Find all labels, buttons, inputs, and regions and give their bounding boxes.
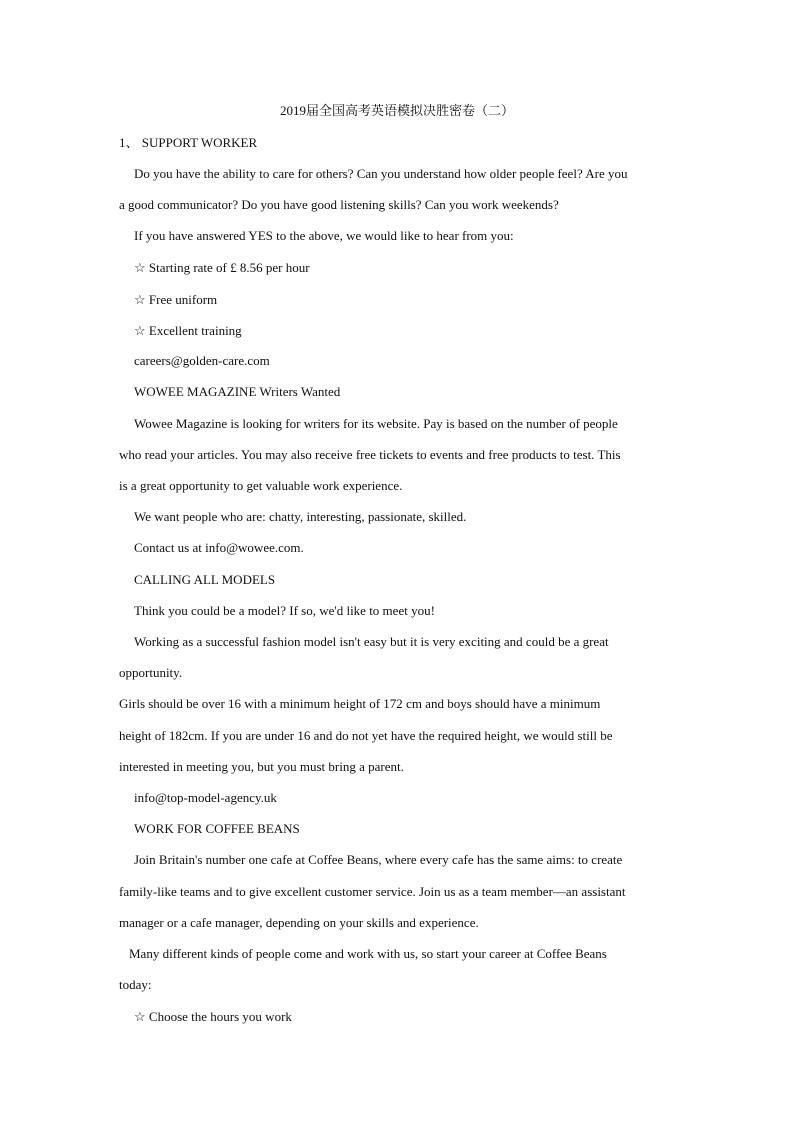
bullet-item: ☆ Choose the hours you work <box>134 1009 292 1024</box>
paragraph-line: Wowee Magazine is looking for writers for its website. Pay is based on the number of people <box>134 416 618 431</box>
contact-email: info@top-model-agency.uk <box>134 790 277 805</box>
paragraph-line: today: <box>119 977 152 992</box>
section-heading-support-worker: 1、 SUPPORT WORKER <box>119 135 258 150</box>
paragraph-line: If you have answered YES to the above, we would like to hear from you: <box>134 228 514 243</box>
paragraph-line: manager or a cafe manager, depending on your skills and experience. <box>119 915 479 930</box>
paragraph-line: height of 182cm. If you are under 16 and do not yet have the required height, we would still be <box>119 728 613 743</box>
bullet-item: ☆ Excellent training <box>134 323 242 338</box>
paragraph-line: Join Britain's number one cafe at Coffee Beans, where every cafe has the same aims: to create <box>134 852 623 867</box>
paragraph-line: Think you could be a model? If so, we'd like to meet you! <box>134 603 435 618</box>
paragraph-line: Do you have the ability to care for others? Can you understand how older people feel? Are you <box>134 166 628 181</box>
bullet-item: ☆ Free uniform <box>134 292 218 307</box>
paragraph-line: family-like teams and to give excellent customer service. Join us as a team member—an assistant <box>119 884 626 899</box>
paragraph-line: who read your articles. You may also receive free tickets to events and free products to test. This <box>119 447 621 462</box>
paragraph-line: opportunity. <box>119 665 183 680</box>
paragraph-line: Working as a successful fashion model isn't easy but it is very exciting and could be a great <box>134 634 609 649</box>
bullet-item: ☆ Starting rate of £ 8.56 per hour <box>134 260 310 275</box>
contact-email: Contact us at info@wowee.com. <box>134 540 304 555</box>
paragraph-line: a good communicator? Do you have good listening skills? Can you work weekends? <box>119 197 559 212</box>
paragraph-line: is a great opportunity to get valuable work experience. <box>119 478 403 493</box>
section-heading-models: CALLING ALL MODELS <box>134 572 276 587</box>
section-heading-coffee-beans: WORK FOR COFFEE BEANS <box>134 821 300 836</box>
contact-email: careers@golden-care.com <box>134 353 270 368</box>
paragraph-line: Many different kinds of people come and work with us, so start your career at Coffee Beans <box>129 946 607 961</box>
paragraph-line: Girls should be over 16 with a minimum height of 172 cm and boys should have a minimum <box>119 696 601 711</box>
paragraph-line: interested in meeting you, but you must bring a parent. <box>119 759 404 774</box>
section-heading-wowee: WOWEE MAGAZINE Writers Wanted <box>134 384 341 399</box>
document-title: 2019届全国高考英语模拟决胜密卷（二） <box>279 103 514 118</box>
paragraph-line: We want people who are: chatty, interesting, passionate, skilled. <box>134 509 467 524</box>
